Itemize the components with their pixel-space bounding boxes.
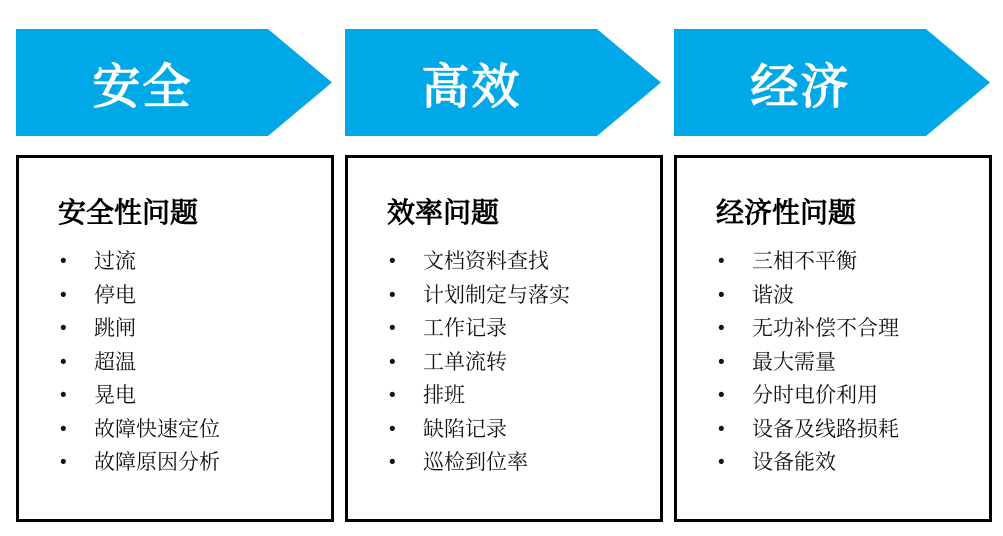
list-item: • 计划制定与落实	[387, 279, 648, 313]
list-item: • 超温	[58, 346, 319, 380]
list-item: • 故障原因分析	[58, 446, 319, 480]
list-item: • 谐波	[716, 279, 977, 313]
panel-title-efficiency: 效率问题	[387, 197, 500, 228]
panel-safety	[16, 155, 334, 522]
arrow-label-efficiency: 高效	[421, 61, 522, 114]
column-economy	[674, 29, 992, 522]
list-item: • 排班	[387, 379, 648, 413]
panel-title-safety: 安全性问题	[58, 197, 199, 228]
panel-economy	[674, 155, 992, 522]
list-item: • 文档资料查找	[387, 245, 648, 279]
list-item: • 分时电价利用	[716, 379, 977, 413]
list-item: • 故障快速定位	[58, 413, 319, 447]
list-item: • 巡检到位率	[387, 446, 648, 480]
arrow-efficiency	[345, 29, 661, 136]
list-item: • 设备及线路损耗	[716, 413, 977, 447]
list-item: • 最大需量	[716, 346, 977, 380]
panel-list-efficiency	[387, 245, 648, 480]
list-item: • 停电	[58, 279, 319, 313]
arrow-label-economy: 经济	[750, 61, 851, 114]
list-item: • 工单流转	[387, 346, 648, 380]
list-item: • 无功补偿不合理	[716, 312, 977, 346]
arrow-safety	[16, 29, 332, 136]
arrow-label-safety: 安全	[92, 61, 193, 114]
panel-efficiency	[345, 155, 663, 522]
arrow-economy	[674, 29, 990, 136]
panel-list-economy	[716, 245, 977, 480]
panel-title-economy: 经济性问题	[716, 197, 857, 228]
list-item: • 晃电	[58, 379, 319, 413]
column-safety	[16, 29, 334, 522]
list-item: • 跳闸	[58, 312, 319, 346]
list-item: • 设备能效	[716, 446, 977, 480]
list-item: • 过流	[58, 245, 319, 279]
panel-list-safety	[58, 245, 319, 480]
list-item: • 工作记录	[387, 312, 648, 346]
list-item: • 三相不平衡	[716, 245, 977, 279]
column-efficiency	[345, 29, 663, 522]
list-item: • 缺陷记录	[387, 413, 648, 447]
